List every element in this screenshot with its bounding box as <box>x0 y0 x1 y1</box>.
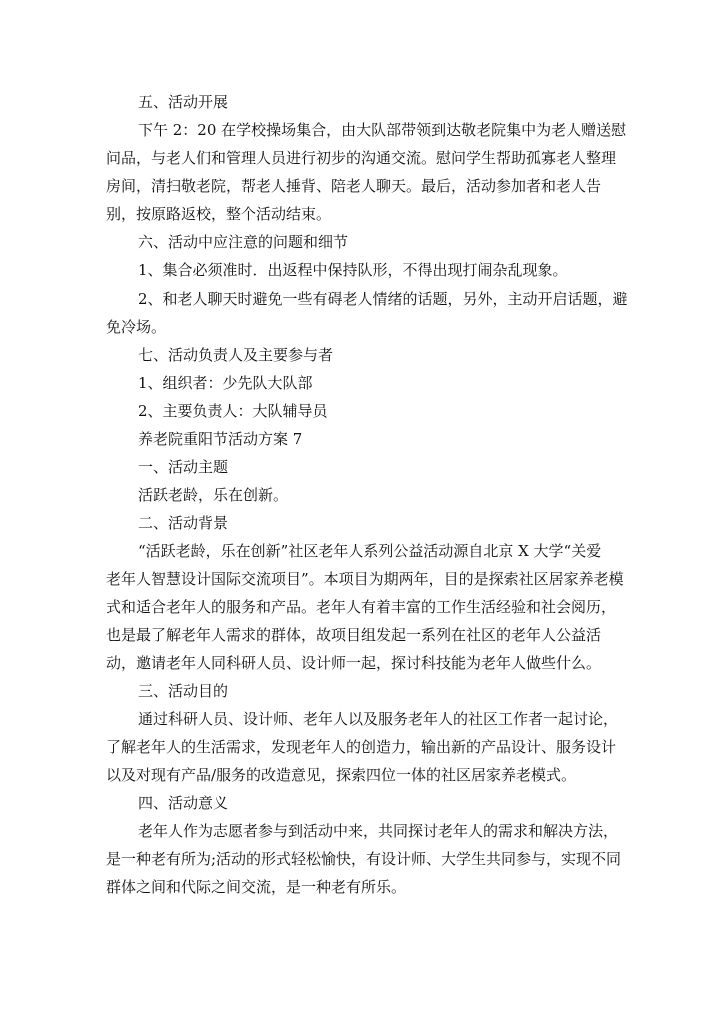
paragraph-line: 房间，清扫敬老院，帮老人捶背、陪老人聊天。最后，活动参加者和老人告 <box>106 177 602 195</box>
paragraph-line: 动，邀请老年人同科研人员、设计师一起，探讨科技能为老年人做些什么。 <box>106 654 602 672</box>
section-heading: 六、活动中应注意的问题和细节 <box>138 233 349 251</box>
paragraph-line: 别，按原路返校，整个活动结束。 <box>106 205 332 223</box>
list-item: 1、组织者：少先队大队部 <box>138 374 313 392</box>
paragraph-line: 群体之间和代际之间交流，是一种老有所乐。 <box>106 878 407 896</box>
paragraph-line: 了解老年人的生活需求，发现老年人的创造力，输出新的产品设计、服务设计 <box>106 738 617 756</box>
paragraph-line: “活跃老龄，乐在创新”社区老年人系列公益活动源自北京 X 大学“关爱 <box>138 542 602 560</box>
section-heading: 五、活动开展 <box>138 93 229 111</box>
list-item: 2、和老人聊天时避免一些有碍老人情绪的话题，另外，主动开启话题，避 <box>138 290 628 308</box>
section-heading: 四、活动意义 <box>138 794 229 812</box>
paragraph-line: 问品，与老人们和管理人员进行初步的沟通交流。慰问学生帮助孤寡老人整理 <box>106 149 617 167</box>
section-heading: 七、活动负责人及主要参与者 <box>138 346 334 364</box>
paragraph-line: 通过科研人员、设计师、老年人以及服务老年人的社区工作者一起讨论， <box>138 710 619 728</box>
list-item: 2、主要负责人：大队辅导员 <box>138 402 328 420</box>
paragraph-line: 也是最了解老年人需求的群体，故项目组发起一系列在社区的老年人公益活 <box>106 626 602 644</box>
paragraph-line: 老年人作为志愿者参与到活动中来，共同探讨老年人的需求和解决方法， <box>138 822 619 840</box>
paragraph-line: 式和适合老年人的服务和产品。老年人有着丰富的工作生活经验和社会阅历， <box>106 598 617 616</box>
list-item: 1、集合必须准时．出返程中保持队形，不得出现打闹杂乱现象。 <box>138 261 568 279</box>
paragraph-line: 活跃老龄，乐在创新。 <box>138 486 289 504</box>
paragraph-line: 老年人智慧设计国际交流项目”。本项目为期两年，目的是探索社区居家养老模 <box>106 570 624 588</box>
paragraph-line: 是一种老有所为;活动的形式轻松愉快，有设计师、大学生共同参与，实现不同 <box>106 850 622 868</box>
paragraph-line: 以及对现有产品/服务的改造意见，探索四位一体的社区居家养老模式。 <box>106 766 577 784</box>
paragraph-line: 免冷场。 <box>106 318 167 336</box>
section-heading: 一、活动主题 <box>138 458 229 476</box>
paragraph-line: 下午 2：20 在学校操场集合，由大队部带领到达敬老院集中为老人赠送慰 <box>138 121 627 139</box>
plan-title: 养老院重阳节活动方案 7 <box>138 430 303 448</box>
section-heading: 二、活动背景 <box>138 514 229 532</box>
section-heading: 三、活动目的 <box>138 682 229 700</box>
